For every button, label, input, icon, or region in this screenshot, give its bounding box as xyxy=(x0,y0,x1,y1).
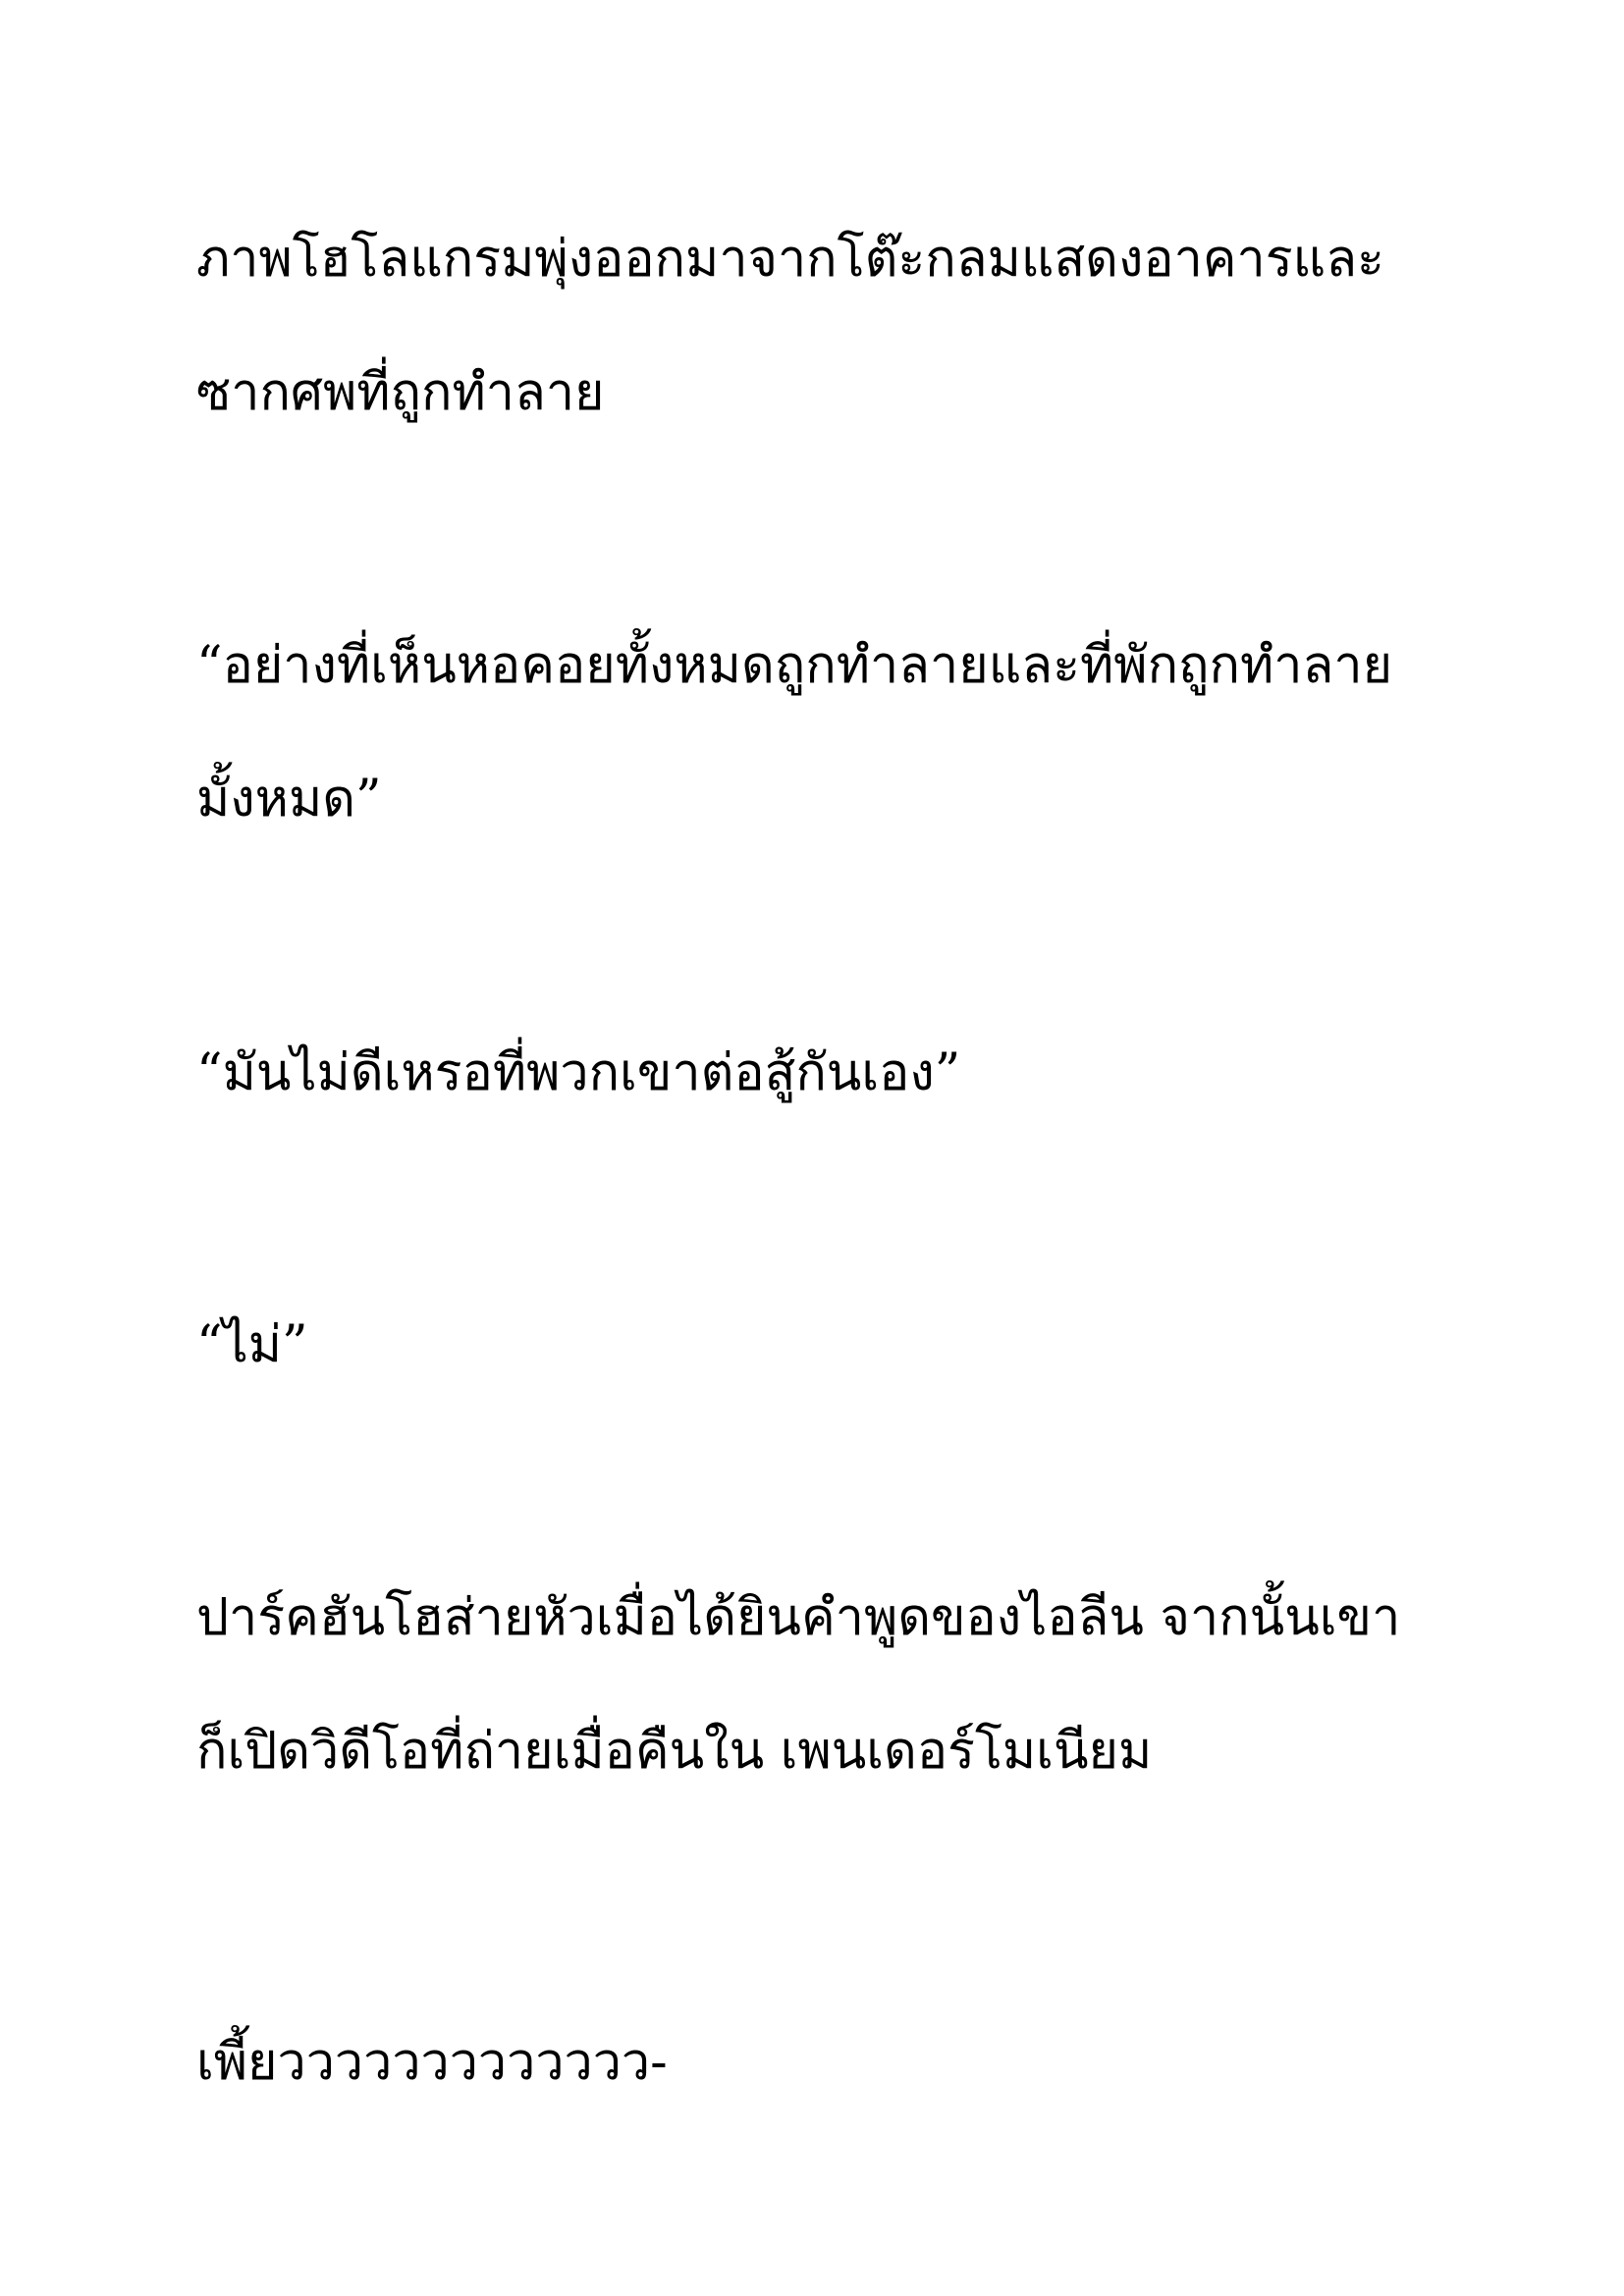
paragraph-hologram-description xyxy=(196,192,1434,459)
paragraph-narration-video xyxy=(196,1551,1434,1818)
text-line: “มันไม่ดีเหรอที่พวกเขาต่อสู้กันเอง” xyxy=(196,1043,961,1102)
text-line: “อย่างที่เห็นหอคอยทั้งหมดถูกทำลายและที่พักถูกทำลาย xyxy=(196,636,1393,695)
text-line: ภาพโฮโลแกรมพุ่งออกมาจากโต๊ะกลมแสดงอาคารและ xyxy=(196,230,1384,289)
text-line: ก็เปิดวิดีโอที่ถ่ายเมื่อคืนใน เพนเดอร์โมเนียม xyxy=(196,1722,1153,1781)
text-line: เพี้ยววววววววววววว- xyxy=(196,2033,668,2092)
text-line: ซากศพที่ถูกทำลาย xyxy=(196,363,605,422)
paragraph-dialogue-question xyxy=(196,1006,1434,1140)
paragraph-dialogue-towers xyxy=(196,599,1434,866)
text-line: “ไม่” xyxy=(196,1315,308,1374)
paragraph-dialogue-no xyxy=(196,1278,1434,1412)
paragraph-sound-effect xyxy=(196,1996,1434,2129)
text-line: มั้งหมด” xyxy=(196,770,382,828)
text-line: ปาร์คฮันโฮส่ายหัวเมื่อได้ยินคำพูดของไอลีน จากนั้นเขา xyxy=(196,1588,1401,1647)
